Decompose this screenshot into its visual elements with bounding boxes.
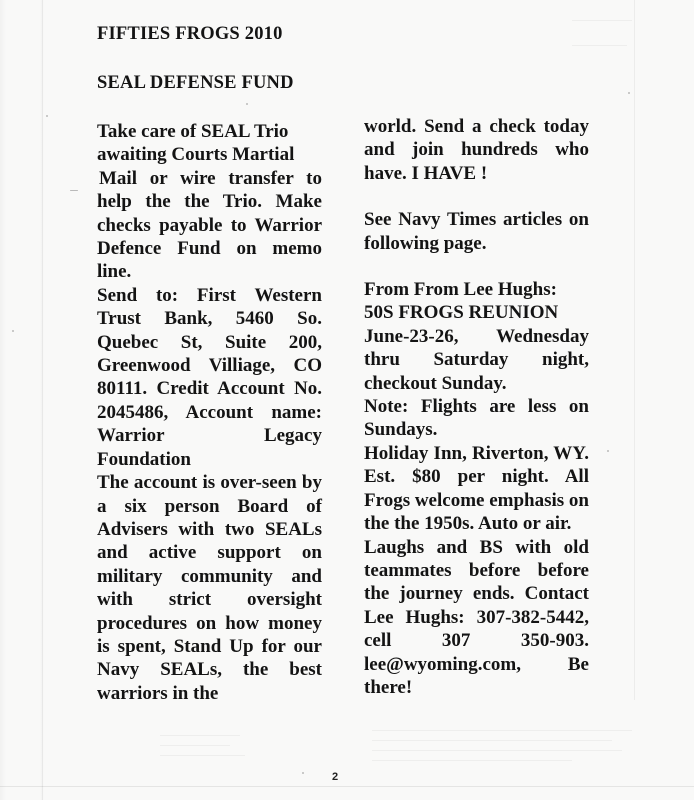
oversight-paragraph: The account is over-seen by a six person Board of Advisers with two SEALs and active support on military community and with strict oversight procedures on how money is spent, Stand Up for our Navy SEALs, the best warriors in the xyxy=(97,472,322,704)
scan-speck xyxy=(12,330,14,332)
scan-speck xyxy=(46,115,48,117)
scan-speck xyxy=(246,103,248,105)
appeal-line-2: awaiting Courts Martial xyxy=(97,144,295,166)
bleed-through-line xyxy=(160,755,245,756)
right-column xyxy=(364,115,589,699)
bank-details: Send to: First Western Trust Bank, 5460 So. Quebec St, Suite 200, Greenwood Villiage, CO 80111. Credit Account No. 2045486, Account name: Warrior Legacy Foundation xyxy=(97,284,322,470)
bleed-through-line xyxy=(372,760,572,761)
bleed-through-line xyxy=(572,45,627,46)
scan-speck xyxy=(607,450,609,452)
reunion-from-line: From From Lee Hughs: xyxy=(364,279,557,301)
contact-details: Laughs and BS with old teammates before before the journey ends. Contact Lee Hughs: 307-382-5442, cell 307 350-903. lee@wyoming.com, Be there! xyxy=(364,536,589,698)
document-heading: FIFTIES FROGS 2010 xyxy=(97,24,283,44)
hotel-details: Holiday Inn, Riverton, WY. Est. $80 per night. All Frogs welcome emphasis on the the 1950s. Auto or air. xyxy=(364,442,589,535)
reunion-title: 50S FROGS REUNION xyxy=(364,302,559,324)
scan-speck xyxy=(302,772,304,774)
bleed-through-column-rule xyxy=(634,0,635,700)
left-column xyxy=(97,120,322,705)
bleed-through-line xyxy=(372,750,622,751)
bleed-through-line xyxy=(372,730,632,731)
appeal-line-1: Take care of SEAL Trio xyxy=(97,121,289,142)
call-to-action: world. Send a check today and join hundreds who have. I HAVE ! xyxy=(364,116,589,184)
bleed-through-line xyxy=(572,20,632,21)
page-bottom-rule xyxy=(0,786,694,787)
document-subheading: SEAL DEFENSE FUND xyxy=(97,73,294,93)
reunion-dates: June-23-26, Wednesday thru Saturday night, checkout Sunday. xyxy=(364,325,589,394)
flights-note: Note: Flights are less on Sundays. xyxy=(364,396,589,441)
bleed-through-line xyxy=(372,740,612,741)
page-number: 2 xyxy=(332,771,339,783)
bleed-through-line xyxy=(160,735,240,736)
scan-speck xyxy=(628,92,630,94)
transfer-instructions: Mail or wire transfer to help the the Trio. Make checks payable to Warrior Defence Fund on memo line. xyxy=(97,167,322,283)
bleed-through-line xyxy=(160,745,230,746)
scan-speck xyxy=(70,190,78,191)
bleed-through-column-rule xyxy=(42,0,43,800)
navy-times-note: See Navy Times articles on following page. xyxy=(364,209,589,254)
